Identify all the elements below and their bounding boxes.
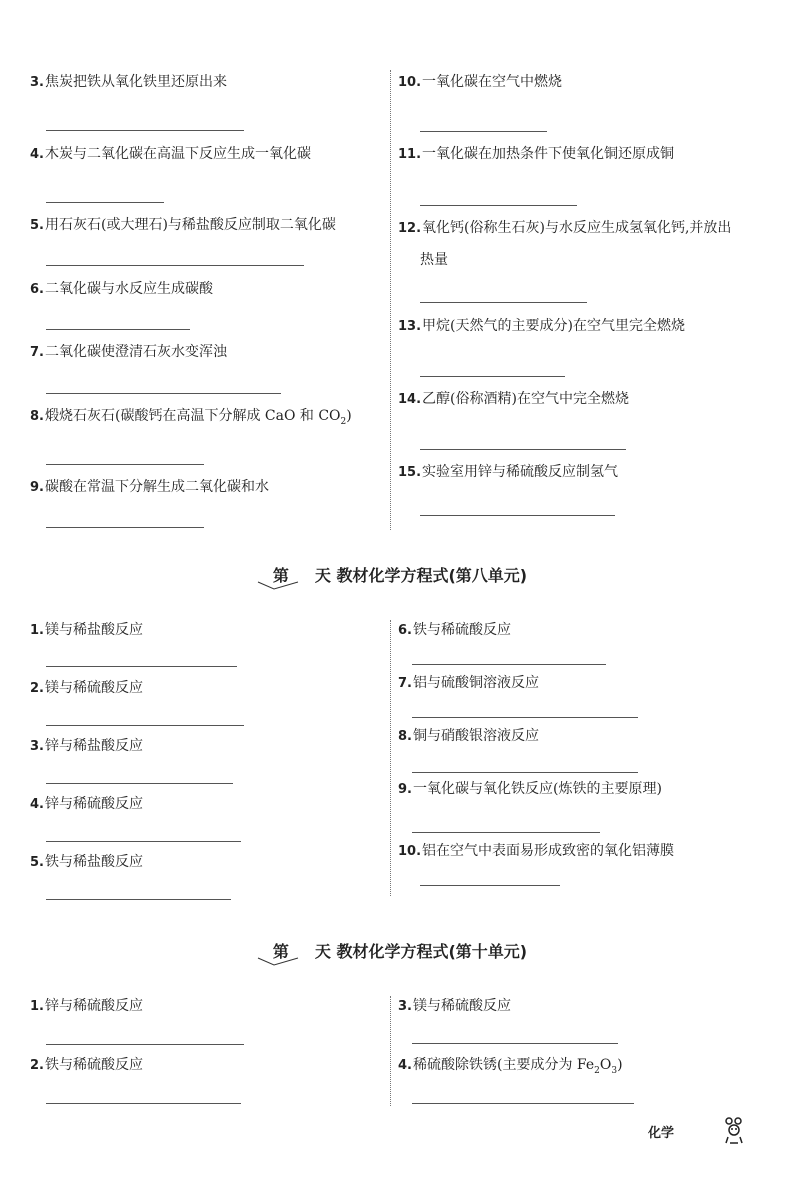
answer-line[interactable] xyxy=(412,1043,618,1044)
question-item: 1.镁与稀盐酸反应 xyxy=(30,622,143,638)
answer-line[interactable] xyxy=(46,329,190,330)
question-item: 12.氧化钙(俗称生石灰)与水反应生成氢氧化钙,并放出 xyxy=(398,220,732,236)
question-item: 9.碳酸在常温下分解生成二氧化碳和水 xyxy=(30,479,269,495)
answer-line[interactable] xyxy=(420,376,565,377)
answer-line[interactable] xyxy=(420,885,560,886)
question-item: 8.煅烧石灰石(碳酸钙在高温下分解成 CaO 和 $CO_2$) xyxy=(30,408,352,427)
question-item: 5.用石灰石(或大理石)与稀盐酸反应制取二氧化碳 xyxy=(30,217,336,233)
answer-line[interactable] xyxy=(420,515,615,516)
answer-line[interactable] xyxy=(46,393,281,394)
brand-logo xyxy=(604,1124,644,1138)
answer-line[interactable] xyxy=(46,1103,241,1104)
answer-line[interactable] xyxy=(412,1103,634,1104)
answer-line[interactable] xyxy=(412,717,638,718)
question-item: 8.铜与硝酸银溶液反应 xyxy=(398,728,539,744)
question-item: 1.锌与稀硫酸反应 xyxy=(30,998,143,1014)
answer-line[interactable] xyxy=(46,464,204,465)
answer-line[interactable] xyxy=(46,725,244,726)
question-item: 3.焦炭把铁从氧化铁里还原出来 xyxy=(30,74,227,90)
column-divider xyxy=(390,620,391,896)
column-divider xyxy=(390,996,391,1106)
answer-line[interactable] xyxy=(420,131,547,132)
question-item: 7.二氧化碳使澄清石灰水变浑浊 xyxy=(30,344,227,360)
answer-line[interactable] xyxy=(46,265,304,266)
question-item: 4.稀硫酸除铁锈(主要成分为 $Fe_2O_3$) xyxy=(398,1057,623,1076)
question-item: 11.一氧化碳在加热条件下使氧化铜还原成铜 xyxy=(398,146,675,162)
section-title: 第 天 教材化学方程式(第十单元) xyxy=(272,942,528,961)
question-item: 7.铝与硫酸铜溶液反应 xyxy=(398,675,539,691)
question-item: 9.一氧化碳与氧化铁反应(炼铁的主要原理) xyxy=(398,781,662,797)
answer-line[interactable] xyxy=(46,1044,244,1045)
question-item: 4.锌与稀硫酸反应 xyxy=(30,796,143,812)
blank-mark-icon xyxy=(256,580,300,590)
subject-label: 化学 xyxy=(648,1126,675,1141)
question-item: 13.甲烷(天然气的主要成分)在空气里完全燃烧 xyxy=(398,318,685,334)
question-item: 14.乙醇(俗称酒精)在空气中完全燃烧 xyxy=(398,391,629,407)
answer-line[interactable] xyxy=(420,449,626,450)
answer-line[interactable] xyxy=(412,772,638,773)
section-title: 第 天 教材化学方程式(第八单元) xyxy=(272,566,528,585)
question-item: 6.铁与稀硫酸反应 xyxy=(398,622,511,638)
question-item: 4.木炭与二氧化碳在高温下反应生成一氧化碳 xyxy=(30,146,311,162)
answer-line[interactable] xyxy=(46,130,244,131)
question-item: 10.铝在空气中表面易形成致密的氧化铝薄膜 xyxy=(398,843,675,859)
answer-line[interactable] xyxy=(412,832,600,833)
answer-line[interactable] xyxy=(46,899,231,900)
answer-line[interactable] xyxy=(46,841,241,842)
question-item: 6.二氧化碳与水反应生成碳酸 xyxy=(30,281,213,297)
question-item: 2.镁与稀硫酸反应 xyxy=(30,680,143,696)
answer-line[interactable] xyxy=(46,202,164,203)
question-item: 10.一氧化碳在空气中燃烧 xyxy=(398,74,563,90)
answer-line[interactable] xyxy=(420,205,577,206)
question-item: 15.实验室用锌与稀硫酸反应制氢气 xyxy=(398,464,619,480)
question-item: 3.锌与稀盐酸反应 xyxy=(30,738,143,754)
question-item: 3.镁与稀硫酸反应 xyxy=(398,998,511,1014)
answer-line[interactable] xyxy=(46,783,233,784)
mascot-icon xyxy=(722,1116,746,1146)
column-divider xyxy=(390,70,391,530)
question-item: 2.铁与稀硫酸反应 xyxy=(30,1057,143,1073)
blank-mark-icon xyxy=(256,956,300,966)
question-item-continuation: 热量 xyxy=(420,252,448,268)
answer-line[interactable] xyxy=(46,527,204,528)
answer-line[interactable] xyxy=(46,666,237,667)
answer-line[interactable] xyxy=(412,664,606,665)
answer-line[interactable] xyxy=(420,302,587,303)
question-item: 5.铁与稀盐酸反应 xyxy=(30,854,143,870)
